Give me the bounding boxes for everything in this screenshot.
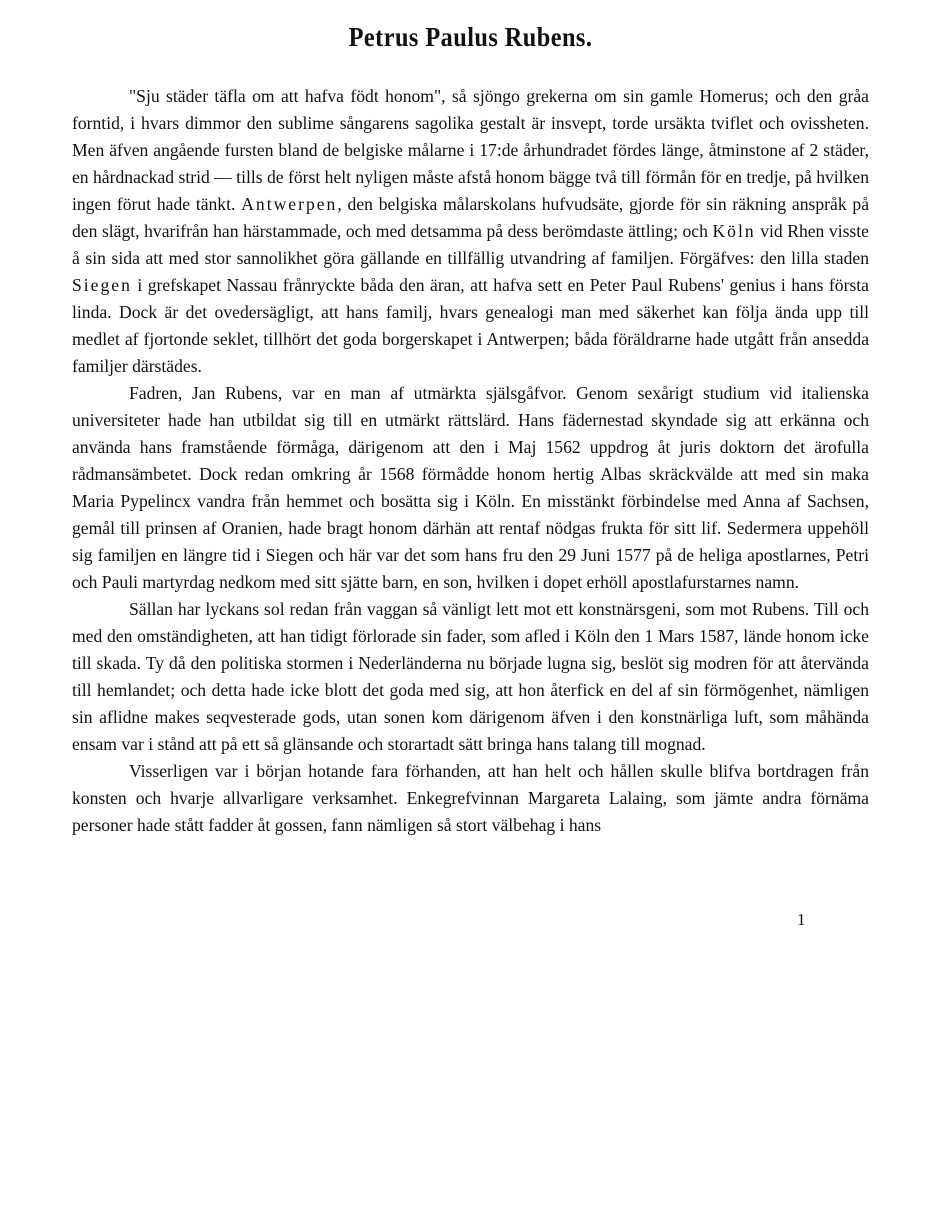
city-koln: Köln — [712, 221, 756, 241]
paragraph-3: Sällan har lyckans sol redan från vaggan så vänligt lett mot ett konstnärsgeni, som mot Rubens. Till och med den omständigheten, att han tidigt förlorade sin fader, som afled i Köln den 1 Mars 1587, lände honom icke till skada. Ty då den politiska stormen i Nederländerna nu började lugna sig, beslöt sig modren för att återvända till hemlandet; och detta hade icke blott det goda med sig, att hon återfick en del af sin förmögenhet, nämligen sin aflidne makes seqvesterade gods, utan sonen kom därigenom äfven i den konstnärliga luft, som måhända ensam var i stånd att på ett så glänsande och storartadt sätt bringa hans talang till mognad. — [72, 599, 869, 754]
city-siegen: Siegen — [72, 275, 132, 295]
paragraph-1 — [72, 83, 869, 380]
page-body — [72, 18, 869, 839]
page-number: 1 — [797, 910, 806, 929]
paragraph-1-text-a: "Sju städer täfla om att hafva födt honom", så sjöngo grekerna om sin gamle Homerus; och den gråa forntid, i hvars dimmor den sublime sångarens sagolika gestalt är insvept, torde ursäkta tviflet och ovissheten. Men äfven angående fursten bland de belgiske målarne i 17:de århundradet fördes länge, åtminstone af 2 städer, en hårdnackad strid — tills de först helt nyligen måste afstå honom bägge två till förmån för en tredje, på hvilken ingen förut hade tänkt. — [72, 86, 869, 214]
paragraph-1-text-d: i grefskapet Nassau frånryckte båda den äran, att hafva sett en Peter Paul Rubens' genius i hans första linda. Dock är det ovedersägligt, att hans familj, hvars genealogi man med säkerhet kan följa ända upp till medlet af fjortonde seklet, tillhört det goda borgerskapet i Antwerpen; båda föräldrarne hade utgått från ansedda familjer därstädes. — [72, 275, 869, 376]
paragraph-4: Visserligen var i början hotande fara förhanden, att han helt och hållen skulle blifva bortdragen från konsten och hvarje allvarligare verksamhet. Enkegrefvinnan Margareta Lalaing, som jämte andra förnäma personer hade stått fadder åt gossen, fann nämligen så stort välbehag i hans — [72, 761, 869, 835]
paragraph-1-text-c: vid Rhen visste å sin sida att med stor sannolikhet göra gällande en tillfällig utvandring af familjen. Förgäfves: den lilla staden — [72, 221, 869, 268]
paragraph-2: Fadren, Jan Rubens, var en man af utmärkta själsgåfvor. Genom sexårigt studium vid italienska universiteter hade han utbildat sig till en utmärkt rättslärd. Hans fädernestad skyndade sig att erkänna och använda hans framstående förmåga, därigenom att den i Maj 1562 uppdrog åt juris doktorn det ärofulla rådmansämbetet. Dock redan omkring år 1568 förmådde honom hertig Albas skräckvälde att med sin maka Maria Pypelincx vandra från hemmet och bosätta sig i Köln. En misstänkt förbindelse med Anna af Sachsen, gemål till prinsen af Oranien, hade bragt honom därhän att rentaf nödgas frukta för sitt lif. Sedermera uppehöll sig familjen en längre tid i Siegen och här var det som hans fru den 29 Juni 1577 på de heliga apostlarnes, Petri och Pauli martyrdag nedkom med sitt sjätte barn, en son, hvilken i dopet erhöll apostlafurstarnes namn. — [72, 383, 869, 592]
paragraph-1-text-b: , den belgiska målarskolans hufvudsäte, gjorde för sin räkning anspråk på den slägt, hvarifrån han härstammade, och med detsamma på dess berömdaste ättling; och — [72, 194, 869, 241]
page-title: Petrus Paulus Rubens. — [348, 22, 593, 52]
city-antwerpen: Antwerpen — [241, 194, 338, 214]
